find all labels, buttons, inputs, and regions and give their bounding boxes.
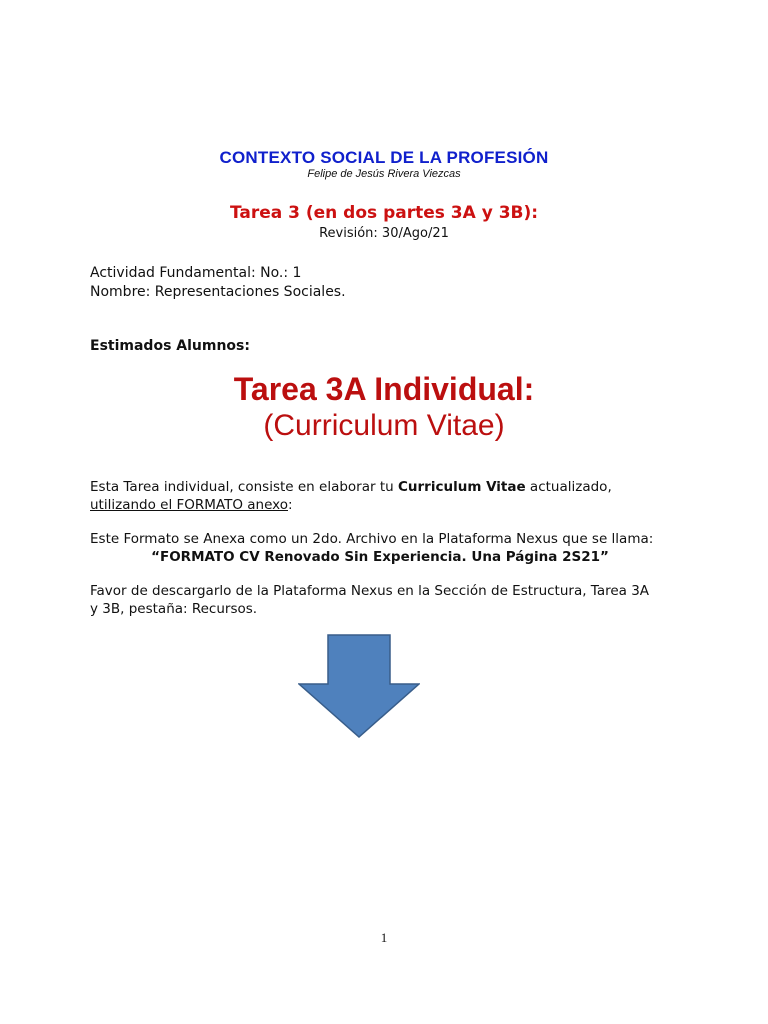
- tarea-3a-title: Tarea 3A Individual:: [233, 371, 535, 407]
- text-segment: Esta Tarea individual, consiste en elaborar tu: [90, 479, 398, 495]
- paragraph-formato: [90, 530, 690, 566]
- text-segment: actualizado,: [525, 479, 612, 495]
- revision-date: Revisión: 30/Ago/21: [319, 226, 449, 241]
- page-number: 1: [380, 930, 388, 945]
- actividad-block: [90, 264, 346, 302]
- text-segment: :: [288, 497, 293, 513]
- paragraph-descarga: [90, 582, 690, 618]
- underlined-text: utilizando el FORMATO anexo: [90, 497, 288, 513]
- formato-name: “FORMATO CV Renovado Sin Experiencia. Una Página 2S21”: [151, 549, 609, 565]
- arrow-down-icon: [298, 634, 420, 738]
- actividad-line: Actividad Fundamental: No.: 1: [90, 265, 302, 281]
- nombre-line: Nombre: Representaciones Sociales.: [90, 284, 346, 300]
- descarga-line: Favor de descargarlo de la Plataforma Nexus en la Sección de Estructura, Tarea 3A: [90, 583, 650, 599]
- author-name: Felipe de Jesús Rivera Viezcas: [307, 168, 461, 180]
- formato-intro: Este Formato se Anexa como un 2do. Archivo en la Plataforma Nexus que se llama:: [90, 531, 654, 547]
- bold-term: Curriculum Vitae: [398, 479, 526, 495]
- arrow-shape: [299, 635, 419, 737]
- document-title: CONTEXTO SOCIAL DE LA PROFESIÓN: [219, 148, 549, 167]
- greeting: Estimados Alumnos:: [90, 338, 250, 354]
- paragraph-instructions: [90, 478, 690, 514]
- tarea-3a-subtitle: (Curriculum Vitae): [263, 409, 505, 442]
- descarga-line: y 3B, pestaña: Recursos.: [90, 601, 258, 617]
- tarea-heading: Tarea 3 (en dos partes 3A y 3B):: [229, 203, 539, 223]
